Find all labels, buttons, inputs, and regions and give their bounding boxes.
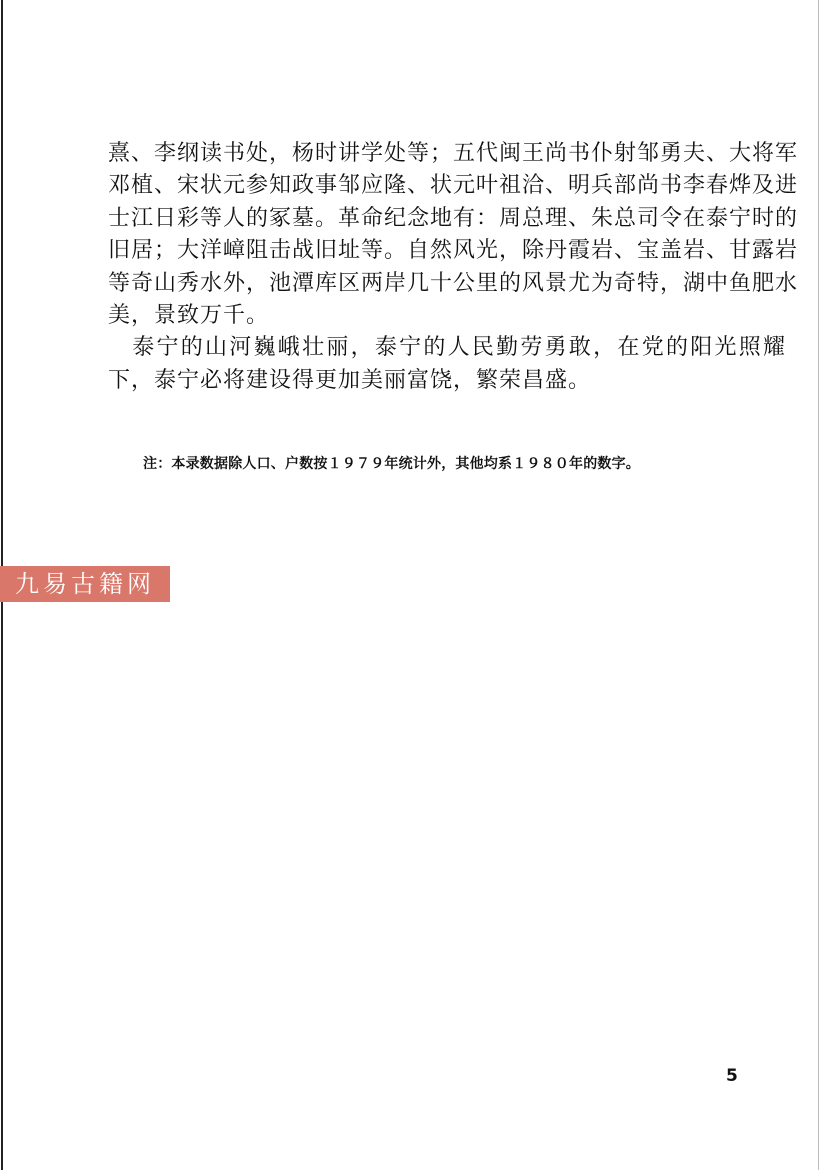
text-line: 邓植、宋状元参知政事邹应隆、状元叶祖洽、明兵部尚书李春烨及进 <box>108 173 799 199</box>
text-line: 士江日彩等人的冢墓。革命纪念地有：周总理、朱总司令在泰宁时的 <box>108 205 799 231</box>
text-line: 下，泰宁必将建设得更加美丽富饶，繁荣昌盛。 <box>108 367 592 393</box>
text-line: 泰宁的山河巍峨壮丽，泰宁的人民勤劳勇敢，在党的阳光照耀 <box>108 335 786 361</box>
page-right-edge <box>818 0 819 1170</box>
footnote: 注：本录数据除人口、户数按１９７９年统计外，其他均系１９８０年的数字。 <box>143 456 640 472</box>
text-line: 美，景致万千。 <box>108 302 270 328</box>
text-line: 等奇山秀水外，池潭库区两岸几十公里的风景尤为奇特，湖中鱼肥水 <box>108 270 799 296</box>
page-number: 5 <box>726 1066 738 1086</box>
text-line: 旧居；大洋嶂阻击战旧址等。自然风光，除丹霞岩、宝盖岩、甘露岩 <box>108 238 799 264</box>
body-text <box>108 138 799 397</box>
watermark-logo: 九易古籍网 <box>0 566 170 602</box>
text-line: 熹、李纲读书处，杨时讲学处等；五代闽王尚书仆射邹勇夫、大将军 <box>108 141 799 166</box>
